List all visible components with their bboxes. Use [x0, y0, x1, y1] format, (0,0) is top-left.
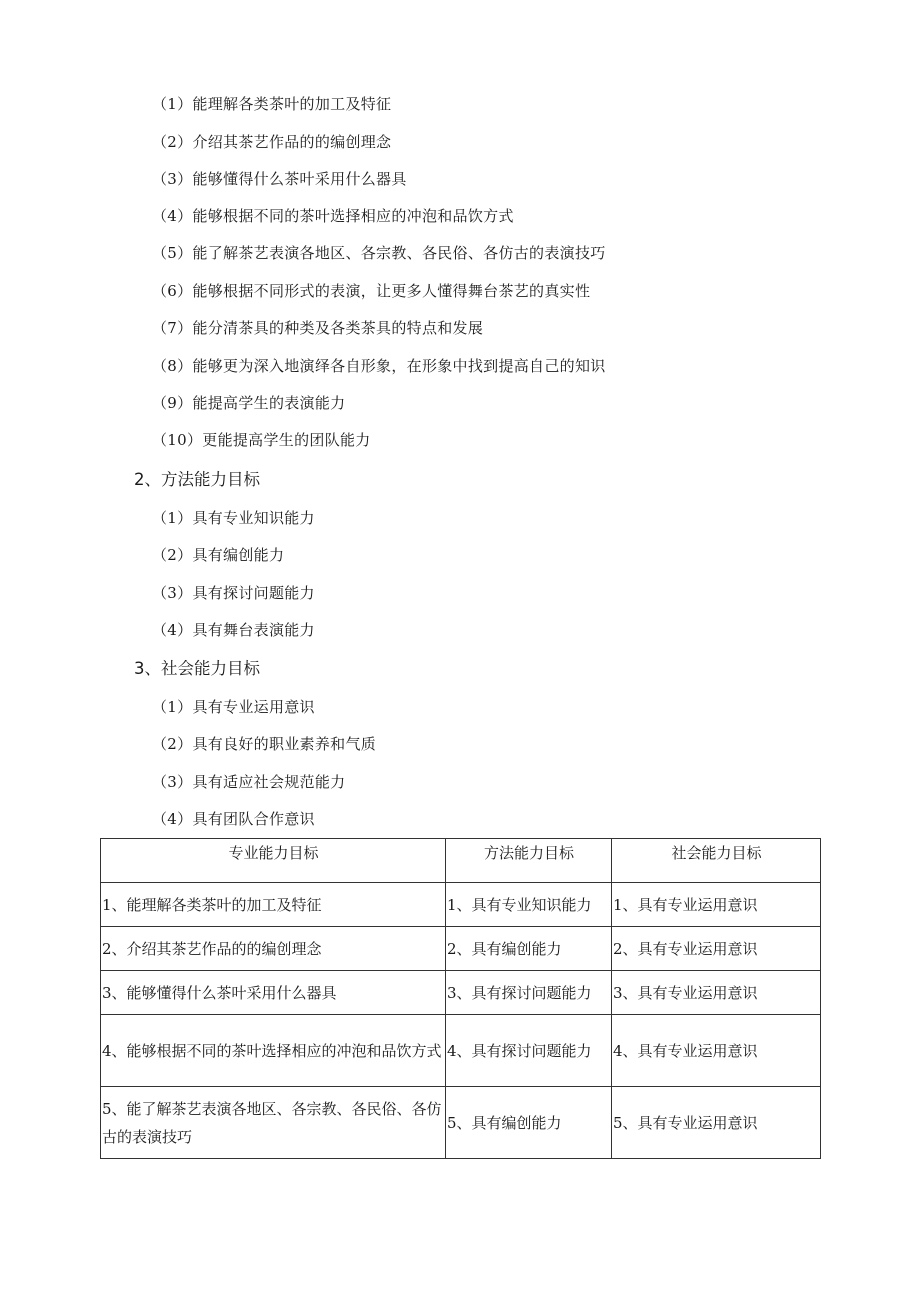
table-row — [101, 1015, 821, 1087]
table-cell: 3、能够懂得什么茶叶采用什么器具 — [101, 971, 446, 1015]
header-professional: 专业能力目标 — [101, 839, 446, 883]
table-cell: 4、具有专业运用意识 — [612, 1015, 821, 1087]
table-cell: 5、能了解茶艺表演各地区、各宗教、各民俗、各仿古的表演技巧 — [101, 1087, 446, 1159]
professional-item-1: （1）能理解各类茶叶的加工及特征 — [152, 95, 392, 113]
table-cell: 2、具有编创能力 — [446, 927, 612, 971]
professional-item-6: （6）能够根据不同形式的表演，让更多人懂得舞台茶艺的真实性 — [152, 282, 591, 300]
table-cell: 3、具有探讨问题能力 — [446, 971, 612, 1015]
professional-item-5: （5）能了解茶艺表演各地区、各宗教、各民俗、各仿古的表演技巧 — [152, 244, 606, 262]
table-cell: 1、能理解各类茶叶的加工及特征 — [101, 883, 446, 927]
table-cell: 2、具有专业运用意识 — [612, 927, 821, 971]
method-heading: 2、方法能力目标 — [134, 470, 260, 489]
social-heading: 3、社会能力目标 — [134, 659, 260, 678]
table-row — [101, 971, 821, 1015]
professional-item-8: （8）能够更为深入地演绎各自形象，在形象中找到提高自己的知识 — [152, 357, 606, 375]
table-cell: 4、具有探讨问题能力 — [446, 1015, 612, 1087]
social-item-4: （4）具有团队合作意识 — [152, 810, 315, 828]
method-item-1: （1）具有专业知识能力 — [152, 509, 315, 527]
social-item-1: （1）具有专业运用意识 — [152, 698, 315, 716]
professional-item-7: （7）能分清茶具的种类及各类茶具的特点和发展 — [152, 319, 484, 337]
table-row — [101, 927, 821, 971]
table-cell: 4、能够根据不同的茶叶选择相应的冲泡和品饮方式 — [101, 1015, 446, 1087]
professional-item-10: （10）更能提高学生的团队能力 — [152, 431, 371, 449]
goals-table — [100, 838, 821, 1159]
method-item-3: （3）具有探讨问题能力 — [152, 584, 315, 602]
professional-item-3: （3）能够懂得什么茶叶采用什么器具 — [152, 170, 407, 188]
table-cell: 1、具有专业运用意识 — [612, 883, 821, 927]
table-row — [101, 1087, 821, 1159]
social-item-3: （3）具有适应社会规范能力 — [152, 773, 346, 791]
method-item-2: （2）具有编创能力 — [152, 546, 285, 564]
professional-item-9: （9）能提高学生的表演能力 — [152, 394, 346, 412]
method-item-4: （4）具有舞台表演能力 — [152, 621, 315, 639]
table-cell: 1、具有专业知识能力 — [446, 883, 612, 927]
table-cell: 3、具有专业运用意识 — [612, 971, 821, 1015]
table-cell: 5、具有编创能力 — [446, 1087, 612, 1159]
table-header-row — [101, 839, 821, 883]
professional-item-4: （4）能够根据不同的茶叶选择相应的冲泡和品饮方式 — [152, 207, 514, 225]
social-item-2: （2）具有良好的职业素养和气质 — [152, 735, 377, 753]
professional-item-2: （2）介绍其茶艺作品的的编创理念 — [152, 133, 392, 151]
table-cell: 2、介绍其茶艺作品的的编创理念 — [101, 927, 446, 971]
header-social: 社会能力目标 — [612, 839, 821, 883]
header-method: 方法能力目标 — [446, 839, 612, 883]
table-cell: 5、具有专业运用意识 — [612, 1087, 821, 1159]
table-row — [101, 883, 821, 927]
